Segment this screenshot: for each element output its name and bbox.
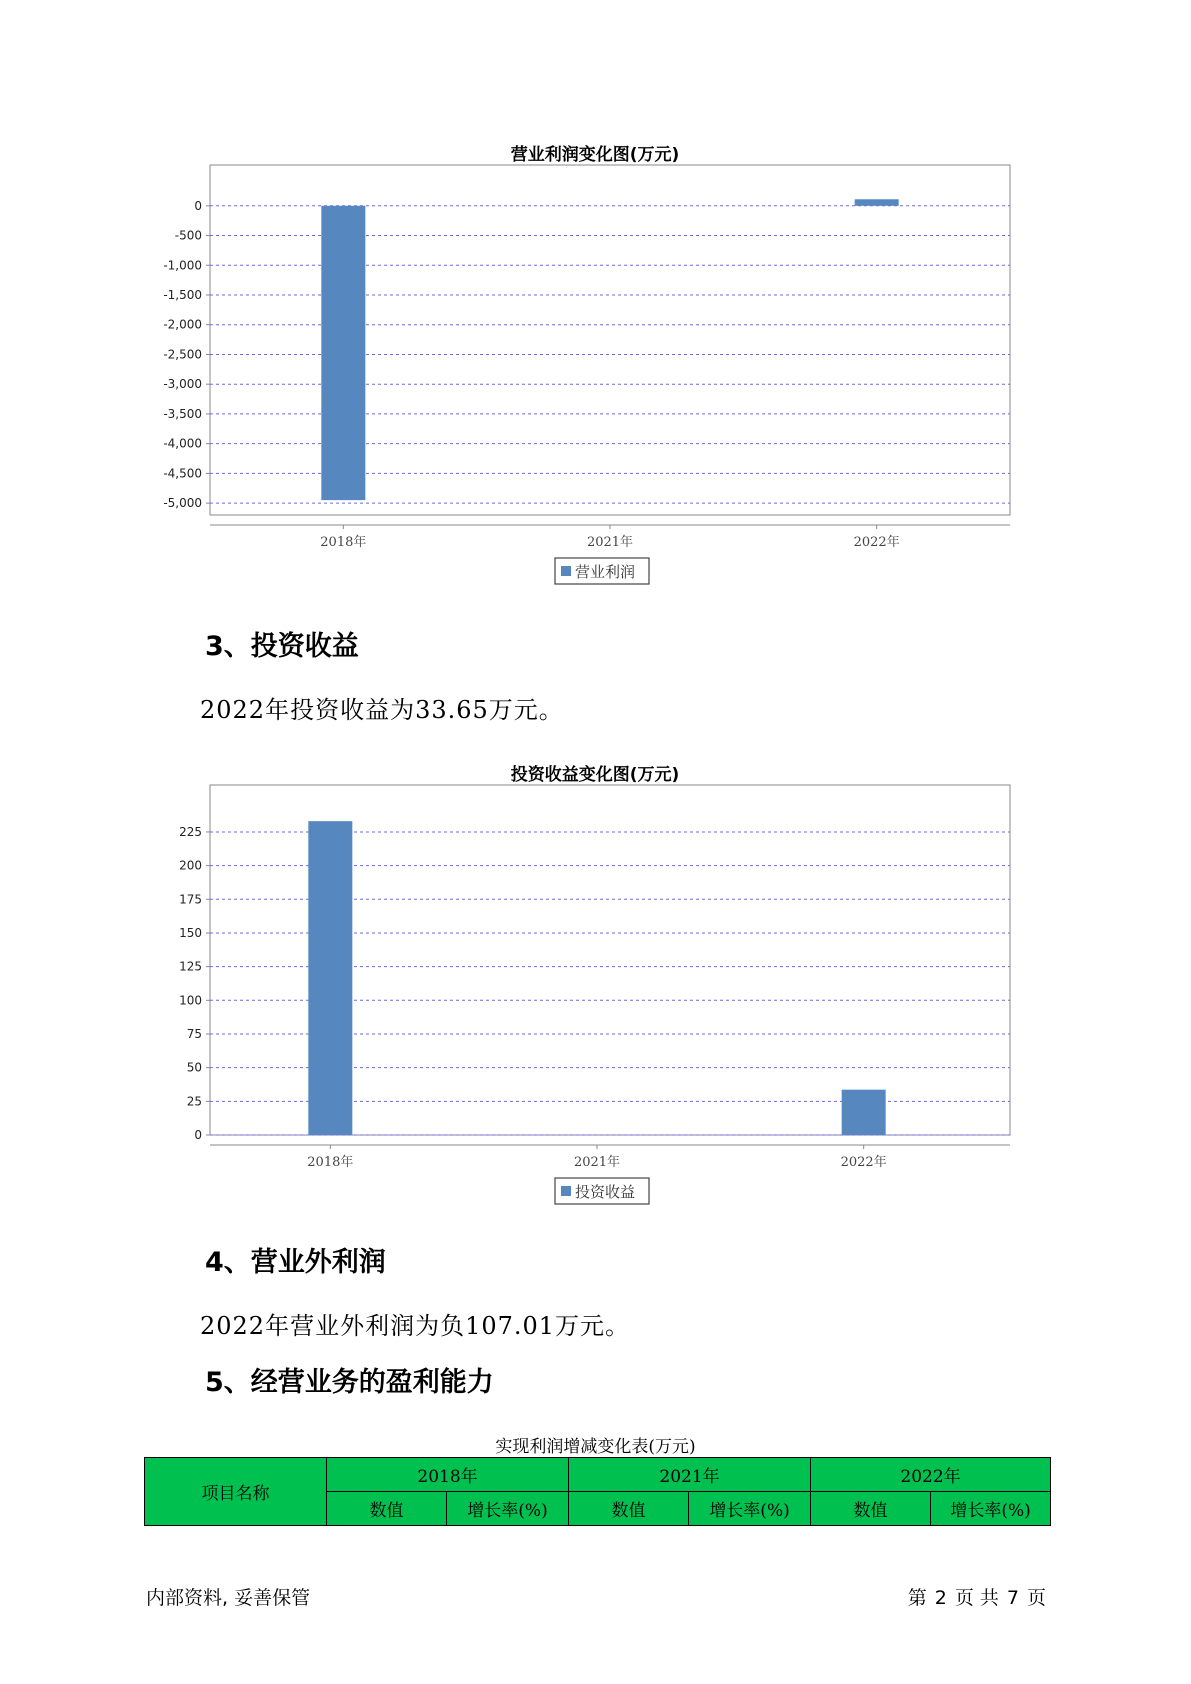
y-tick-label: -1,000 — [163, 258, 202, 273]
y-tick-label: 0 — [194, 198, 202, 213]
x-tick-label: 2022年 — [853, 535, 900, 550]
y-tick-label: 125 — [179, 959, 202, 974]
operating-profit-chart — [0, 130, 1191, 600]
legend-label: 营业利润 — [575, 563, 636, 581]
page-prefix: 第 — [907, 1587, 927, 1609]
growth-header: 增长率(%) — [447, 1492, 569, 1526]
y-tick-label: 50 — [186, 1060, 202, 1075]
y-tick-label: 25 — [186, 1094, 202, 1109]
y-tick-label: -3,000 — [163, 377, 202, 392]
bar — [842, 1090, 886, 1135]
bar — [321, 206, 365, 500]
legend-swatch — [561, 566, 571, 576]
legend — [555, 558, 649, 584]
y-tick-label: -4,500 — [163, 466, 202, 481]
year-header-2018: 2018年 — [327, 1458, 569, 1492]
bar — [308, 821, 352, 1135]
x-tick-label: 2021年 — [573, 1155, 621, 1170]
bar — [855, 199, 899, 206]
investment-heading: 3、投资收益 — [205, 631, 359, 662]
investment-text: 2022年投资收益为33.65万元。 — [200, 696, 564, 724]
legend — [555, 1178, 649, 1204]
table-header-row — [145, 1458, 1051, 1492]
x-tick-label: 2018年 — [320, 535, 367, 550]
non-operating-text: 2022年营业外利润为负107.01万元。 — [200, 1312, 631, 1340]
footer-confidential-note: 内部资料, 妥善保管 — [146, 1587, 311, 1609]
value-header: 数值 — [327, 1492, 447, 1526]
table-caption: 实现利润增减变化表(万元) — [495, 1437, 696, 1457]
growth-header: 增长率(%) — [931, 1492, 1051, 1526]
y-tick-label: -500 — [174, 228, 202, 243]
year-header-2021: 2021年 — [569, 1458, 811, 1492]
y-tick-label: -2,500 — [163, 347, 202, 362]
chart-title: 营业利润变化图(万元) — [510, 145, 680, 165]
y-tick-label: -4,000 — [163, 436, 202, 451]
operating-profit-chart-svg — [0, 130, 1191, 600]
investment-income-chart — [0, 750, 1191, 1220]
legend-label: 投资收益 — [575, 1183, 636, 1201]
page-current: 2 — [934, 1587, 947, 1609]
profitability-heading: 5、经营业务的盈利能力 — [205, 1367, 494, 1398]
footer-page-indicator — [904, 1583, 1050, 1610]
investment-income-chart-svg — [0, 750, 1191, 1220]
x-tick-label: 2022年 — [840, 1155, 887, 1170]
y-tick-label: -2,000 — [163, 317, 202, 332]
y-tick-label: 200 — [179, 858, 202, 873]
y-tick-label: 100 — [179, 993, 202, 1008]
value-header: 数值 — [569, 1492, 689, 1526]
y-tick-label: 0 — [194, 1128, 202, 1142]
non-operating-heading: 4、营业外利润 — [205, 1247, 386, 1278]
page-mid: 页 共 — [954, 1587, 999, 1609]
y-tick-label: -1,500 — [163, 288, 202, 302]
year-header-2022: 2022年 — [811, 1458, 1051, 1492]
y-tick-label: 150 — [179, 925, 202, 940]
profit-change-table — [144, 1457, 1051, 1526]
page-suffix: 页 — [1026, 1587, 1046, 1609]
chart-title: 投资收益变化图(万元) — [510, 765, 680, 785]
x-tick-label: 2018年 — [307, 1155, 354, 1170]
value-header: 数值 — [811, 1492, 931, 1526]
legend-swatch — [561, 1186, 571, 1196]
page-total: 7 — [1006, 1587, 1019, 1609]
y-tick-label: 225 — [179, 824, 202, 839]
item-name-header: 项目名称 — [145, 1458, 327, 1526]
y-tick-label: 75 — [186, 1026, 202, 1041]
y-tick-label: -3,500 — [163, 406, 202, 421]
y-tick-label: 175 — [179, 892, 202, 907]
x-tick-label: 2021年 — [586, 535, 634, 550]
y-tick-label: -5,000 — [163, 496, 202, 511]
growth-header: 增长率(%) — [689, 1492, 811, 1526]
